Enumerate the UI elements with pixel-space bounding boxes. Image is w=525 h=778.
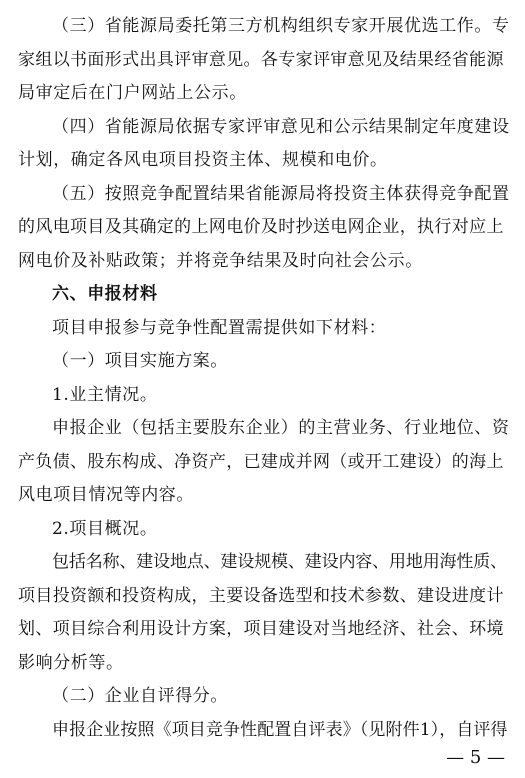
paragraph-line: 申报企业（包括主要股东企业）的主营业务、行业地位、资: [52, 418, 510, 438]
paragraph-line: 计划，确定各风电项目投资主体、规模和电价。: [18, 150, 388, 170]
paragraph-line: 的风电项目及其确定的上网电价及时抄送电网企业，执行对应上: [18, 217, 504, 237]
paragraph-line: 网电价及补贴政策；并将竞争结果及时向社会公示。: [18, 250, 423, 271]
paragraph-line: （四）省能源局依据专家评审意见和公示结果制定年度建设: [52, 116, 510, 137]
item-heading: 2.项目概况。: [52, 518, 158, 539]
paragraph-line: 局审定后在门户网站上公示。: [18, 83, 247, 103]
paragraph-line: 影响分析等。: [18, 652, 124, 673]
subsection-heading: （一）项目实施方案。: [52, 351, 228, 371]
paragraph-line: 项目申报参与竞争性配置需提供如下材料：: [52, 317, 387, 338]
paragraph-line: 划、项目综合利用设计方案，项目建设对当地经济、社会、环境: [18, 619, 504, 639]
paragraph-line: 家组以书面形式出具评审意见。各专家评审意见及结果经省能源: [18, 49, 504, 70]
paragraph-line: 风电项目情况等内容。: [18, 485, 194, 505]
paragraph-line: 产负债、股东构成、净资产，已建成并网（或开工建设）的海上: [18, 451, 504, 472]
section-heading: 六、申报材料: [52, 284, 158, 304]
paragraph-line: （三）省能源局委托第三方机构组织专家开展优选工作。专: [52, 16, 510, 36]
page-number: — 5 —: [446, 747, 505, 768]
paragraph-line: 申报企业按照《项目竞争性配置自评表》（见附件1），自评得: [52, 719, 508, 740]
item-heading: 1.业主情况。: [52, 384, 158, 405]
paragraph-line: 包括名称、建设地点、建设规模、建设内容、用地用海性质、: [52, 552, 507, 572]
subsection-heading: （二）企业自评得分。: [52, 686, 228, 706]
paragraph-line: （五）按照竞争配置结果省能源局将投资主体获得竞争配置: [52, 183, 510, 204]
paragraph-line: 项目投资额和投资构成，主要设备选型和技术参数、建设进度计: [18, 585, 504, 606]
